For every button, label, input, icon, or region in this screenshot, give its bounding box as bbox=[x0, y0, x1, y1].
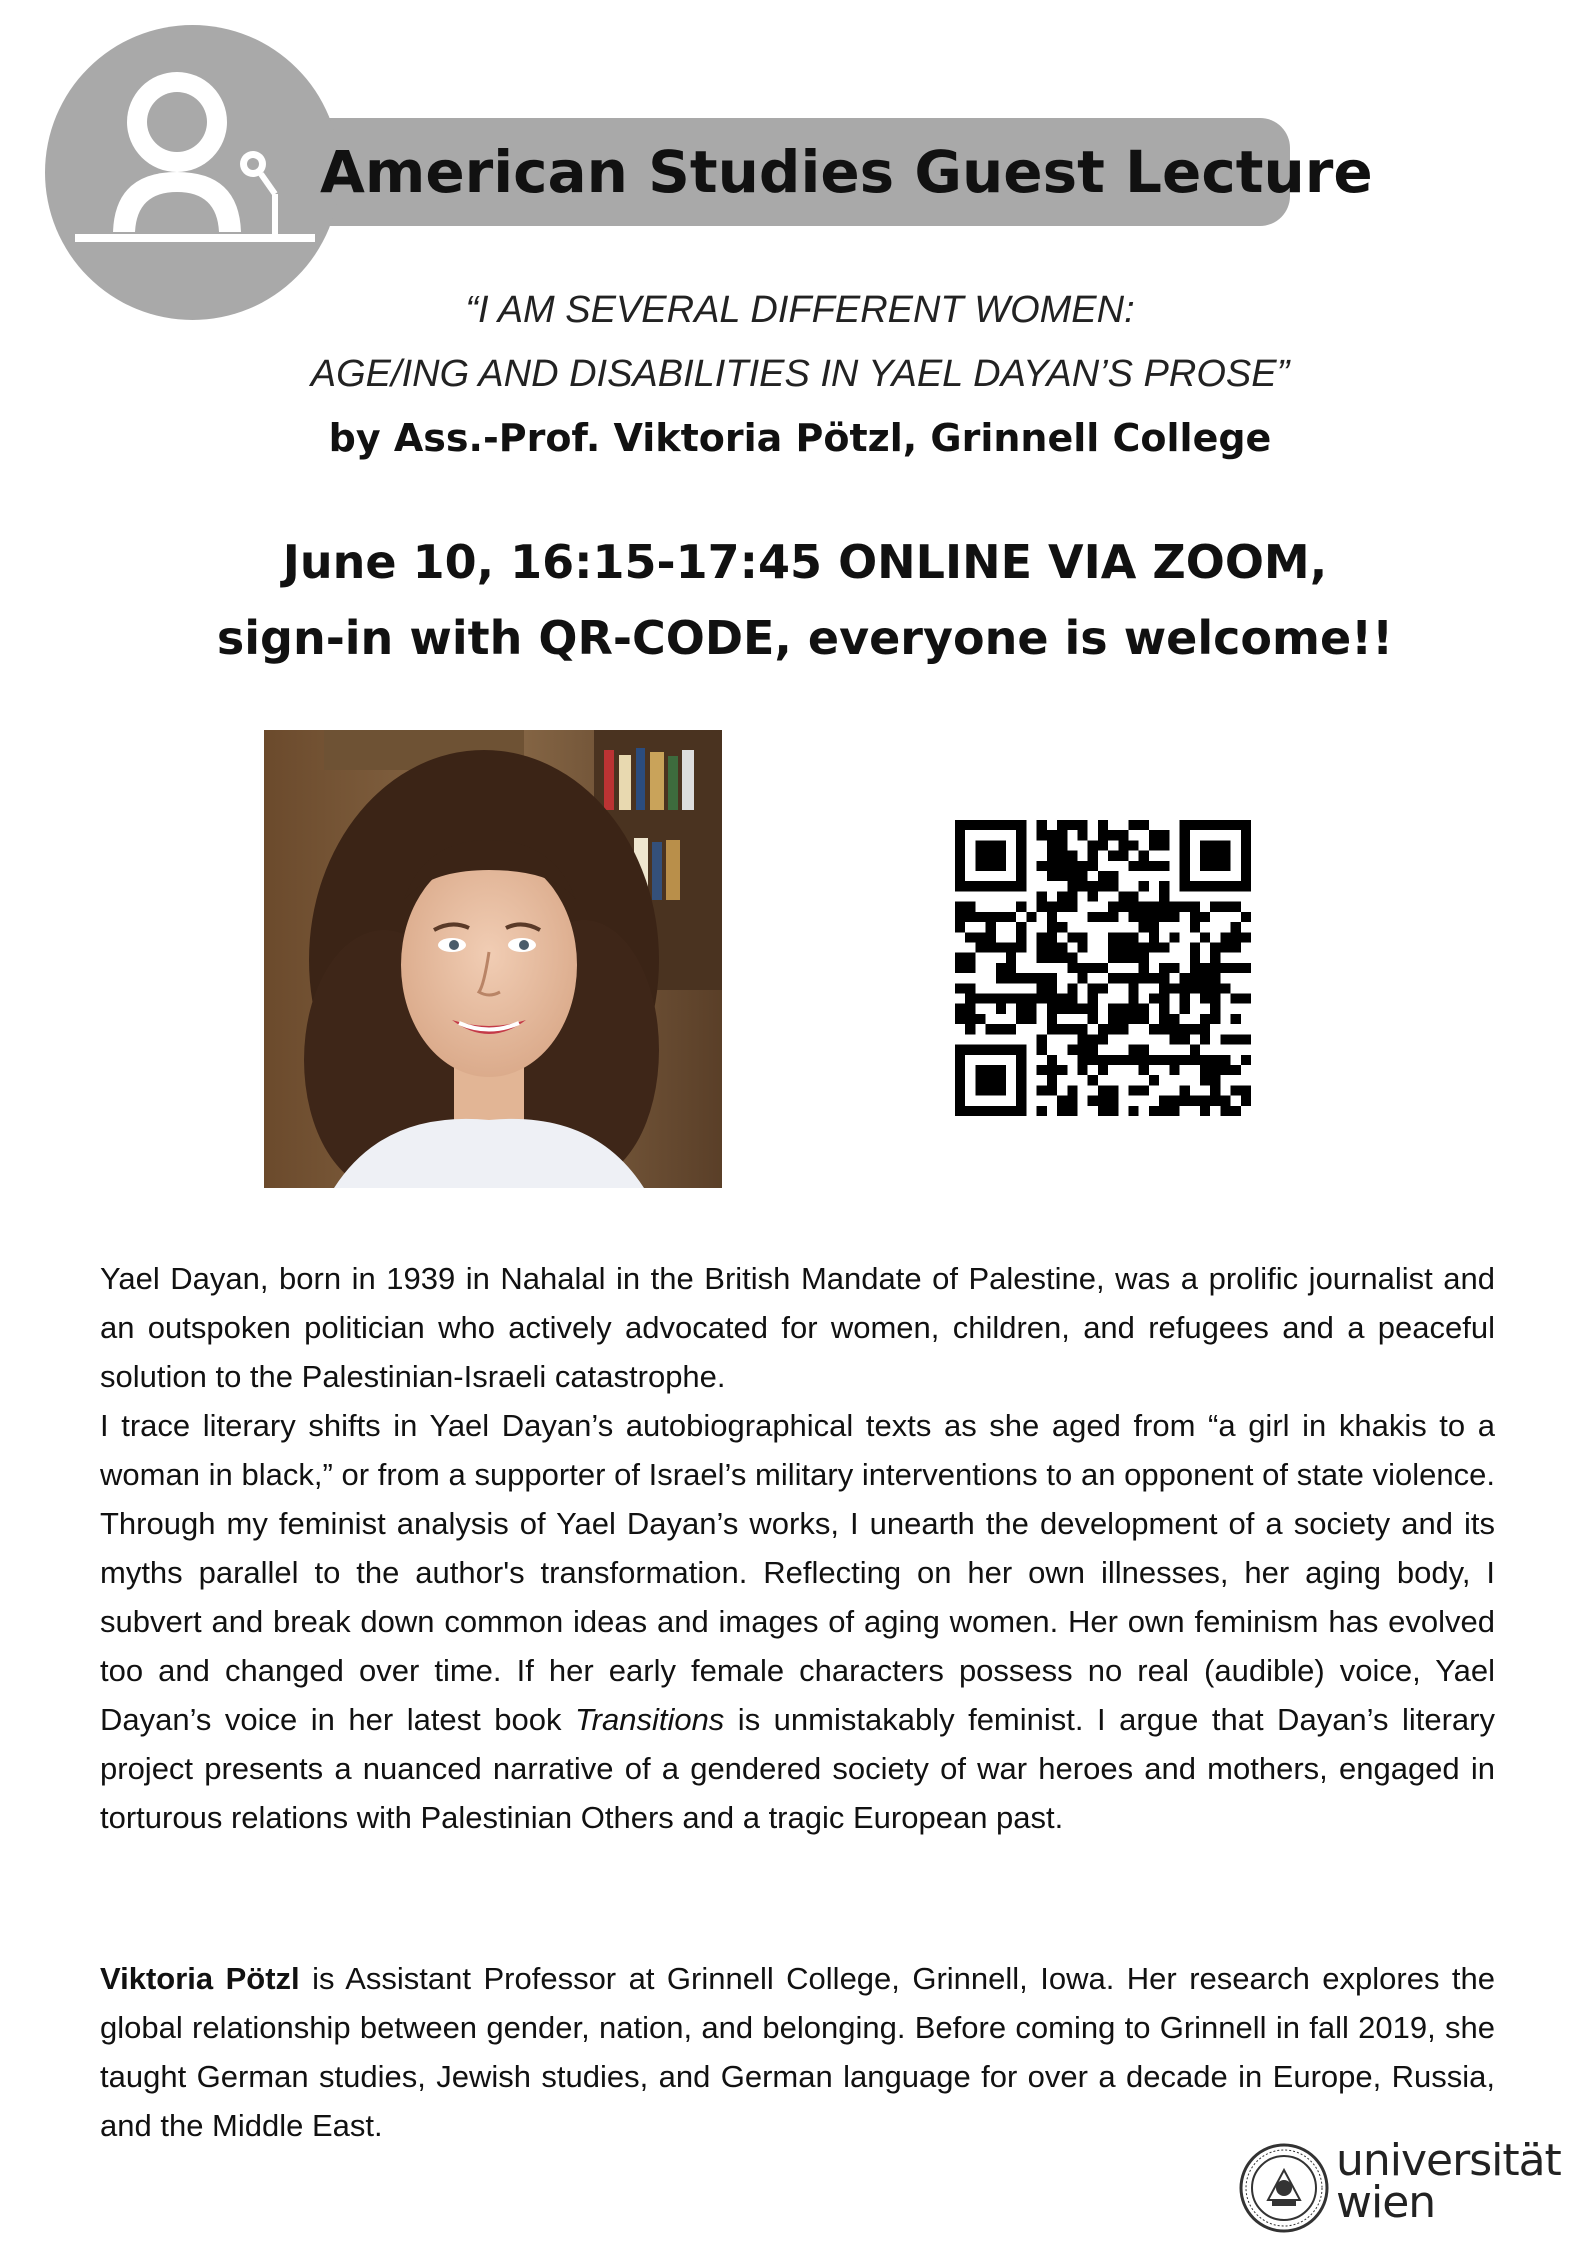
event-datetime: June 10, 16:15-17:45 ONLINE VIA ZOOM, bbox=[282, 535, 1328, 589]
abstract-text-end: is unmistakably feminist. I argue that Dayan’s literary project presents a nuanced narrative of a gendered society of war heroes and mothers, engaged in torturous relations with Palestinian Others and a tragic European past. bbox=[100, 1702, 1496, 1835]
abstract-paragraph-1: Yael Dayan, born in 1939 in Nahalal in the British Mandate of Palestine, was a prolific journalist and an outspoken politician who actively advocated for women, children, and refugees and a peaceful solution to the Palestinian-Israeli catastrophe. bbox=[100, 1261, 1495, 1394]
abstract bbox=[100, 1254, 1495, 1842]
logo-line1: universität bbox=[1336, 2135, 1561, 2186]
bio-paragraph bbox=[100, 1954, 1495, 2150]
lecture-title-line1: “I AM SEVERAL DIFFERENT WOMEN: bbox=[465, 289, 1135, 331]
qr-code bbox=[955, 820, 1251, 1116]
book-title: Transitions bbox=[575, 1702, 725, 1737]
speaker-line: by Ass.-Prof. Viktoria Pötzl, Grinnell College bbox=[328, 416, 1272, 460]
abstract-paragraph-2 bbox=[100, 1401, 1495, 1842]
page-title: American Studies Guest Lecture bbox=[320, 138, 1373, 206]
bio-text: is Assistant Professor at Grinnell College, Grinnell, Iowa. Her research explores the global relationship between gender, nation, and belonging. Before coming to Grinnell in fall 2019, she taught German studies, Jewish studies, and German language for over a decade in Europe, Russia, and the Middle East. bbox=[100, 1961, 1495, 2143]
university-logo bbox=[1238, 2135, 1561, 2238]
logo-wordmark bbox=[1336, 2135, 1566, 2228]
abstract-text: I trace literary shifts in Yael Dayan’s autobiographical texts as she aged from “a girl in khakis to a woman in black,” or from a supporter of Israel’s military interventions to an opponent of state violence. Through my feminist analysis of Yael Dayan’s works, I unearth the development of a society and its myths parallel to the author's transformation. Reflecting on her own illnesses, her aging body, I subvert and break down common ideas and images of aging women. Her own feminism has evolved too and changed over time. If her early female characters possess no real (audible) voice, Yael Dayan’s voice in her latest book bbox=[100, 1408, 1495, 1737]
event-signin: sign-in with QR-CODE, everyone is welcome!! bbox=[216, 611, 1394, 665]
lecture-title-line2: AGE/ING AND DISABILITIES IN YAEL DAYAN’S PROSE” bbox=[310, 353, 1290, 395]
university-seal-icon bbox=[1238, 2142, 1330, 2234]
bio-name: Viktoria Pötzl bbox=[100, 1961, 300, 1996]
lecturer-podium-icon bbox=[75, 62, 315, 252]
speaker-bio bbox=[100, 1954, 1495, 2150]
logo-line2: wien bbox=[1336, 2177, 1436, 2228]
portrait-photo bbox=[264, 730, 722, 1188]
